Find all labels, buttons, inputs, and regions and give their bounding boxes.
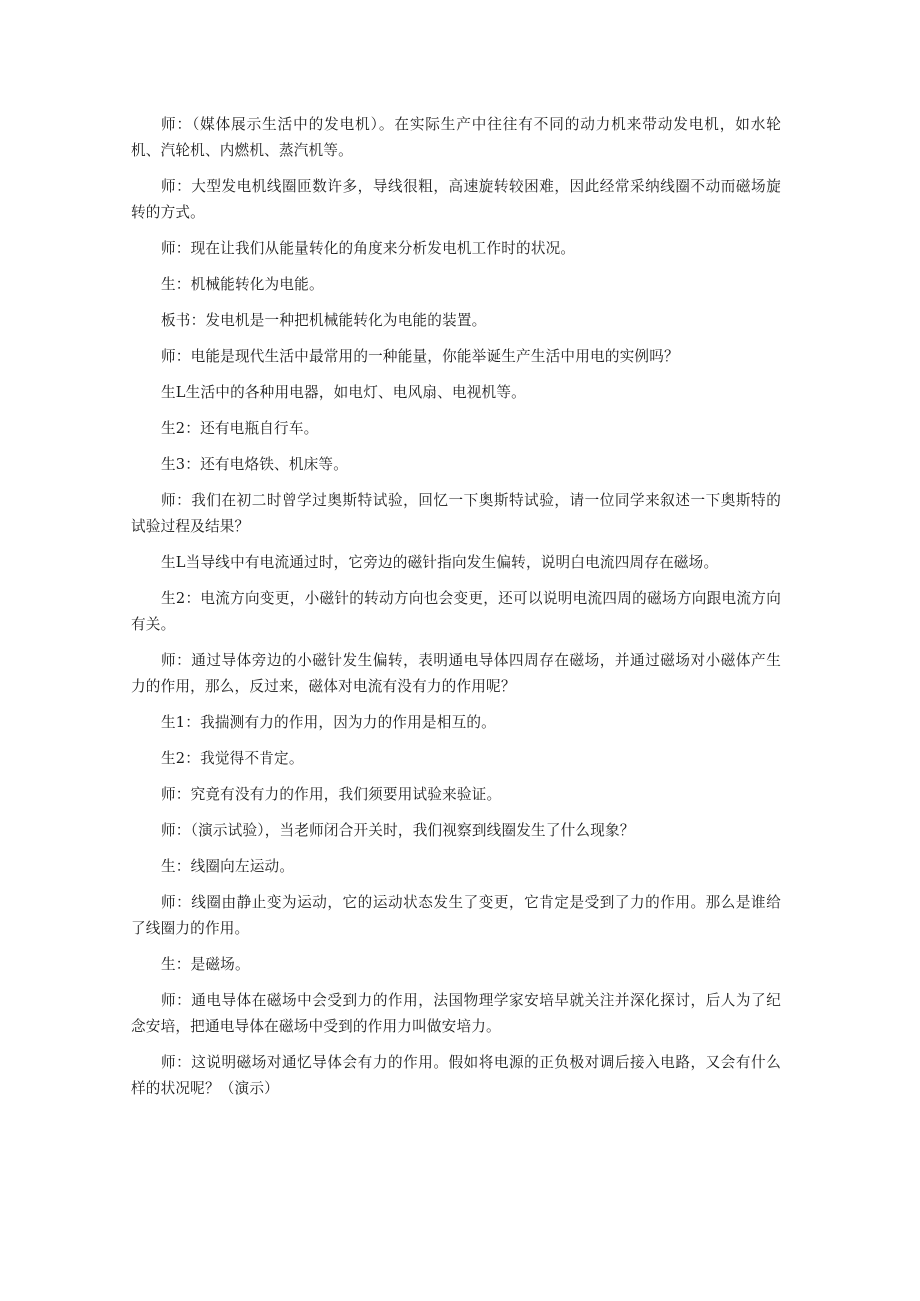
paragraph: 生2：电流方向变更，小磁针的转动方向也会变更，还可以说明电流四周的磁场方向跟电流方向有关。 (131, 590, 781, 633)
paragraph: 板书：发电机是一种把机械能转化为电能的装置。 (161, 312, 487, 329)
paragraph: 生2：还有电瓶自行车。 (161, 420, 319, 437)
paragraph: 师：电能是现代生活中最常用的一种能量，你能举诞生产生活中用电的实例吗？ (161, 348, 679, 365)
paragraph: 师：通过导体旁边的小磁针发生偏转，表明通电导体四周存在磁场，并通过磁场对小磁体产生力的作用，那么，反过来，磁体对电流有没有力的作用呢？ (131, 652, 781, 695)
paragraph: 生：线圈向左运动。 (161, 858, 295, 875)
paragraph: 师：大型发电机线圈匝数许多，导线很粗，高速旋转较困难，因此经常采纳线圈不动而磁场旋转的方式。 (131, 178, 781, 221)
document-page (131, 112, 781, 1112)
paragraph: 师：现在让我们从能量转化的角度来分析发电机工作时的状况。 (161, 240, 576, 257)
paragraph: 师：通电导体在磁场中会受到力的作用，法国物理学家安培早就关注并深化探讨，后人为了纪念安培，把通电导体在磁场中受到的作用力叫做安培力。 (131, 992, 781, 1035)
paragraph: 生2：我觉得不肯定。 (161, 750, 304, 767)
paragraph: 师：（媒体展示生活中的发电机）。在实际生产中往往有不同的动力机来带动发电机，如水轮机、汽轮机、内燃机、蒸汽机等。 (131, 116, 781, 159)
paragraph: 师：（演示试验），当老师闭合开关时，我们视察到线圈发生了什么现象？ (161, 822, 635, 839)
paragraph: 生：是磁场。 (161, 956, 250, 973)
paragraph: 师：这说明磁场对通忆导体会有力的作用。假如将电源的正负极对调后接入电路，又会有什么样的状况呢？（演示） (131, 1054, 781, 1097)
paragraph: 师：我们在初二时曾学过奥斯特试验，回忆一下奥斯特试验，请一位同学来叙述一下奥斯特的试验过程及结果？ (131, 492, 781, 535)
paragraph: 生L生活中的各种用电器，如电灯、电风扇、电视机等。 (161, 384, 526, 401)
paragraph: 师：究竟有没有力的作用，我们须要用试验来验证。 (161, 786, 502, 803)
paragraph: 生1：我揣测有力的作用，因为力的作用是相互的。 (161, 714, 496, 731)
paragraph: 生：机械能转化为电能。 (161, 276, 324, 293)
paragraph: 生3：还有电烙铁、机床等。 (161, 456, 349, 473)
paragraph: 师：线圈由静止变为运动，它的运动状态发生了变更，它肯定是受到了力的作用。那么是谁给了线圈力的作用。 (131, 894, 781, 937)
paragraph: 生L当导线中有电流通过时，它旁边的磁针指向发生偏转，说明白电流四周存在磁场。 (161, 554, 719, 571)
